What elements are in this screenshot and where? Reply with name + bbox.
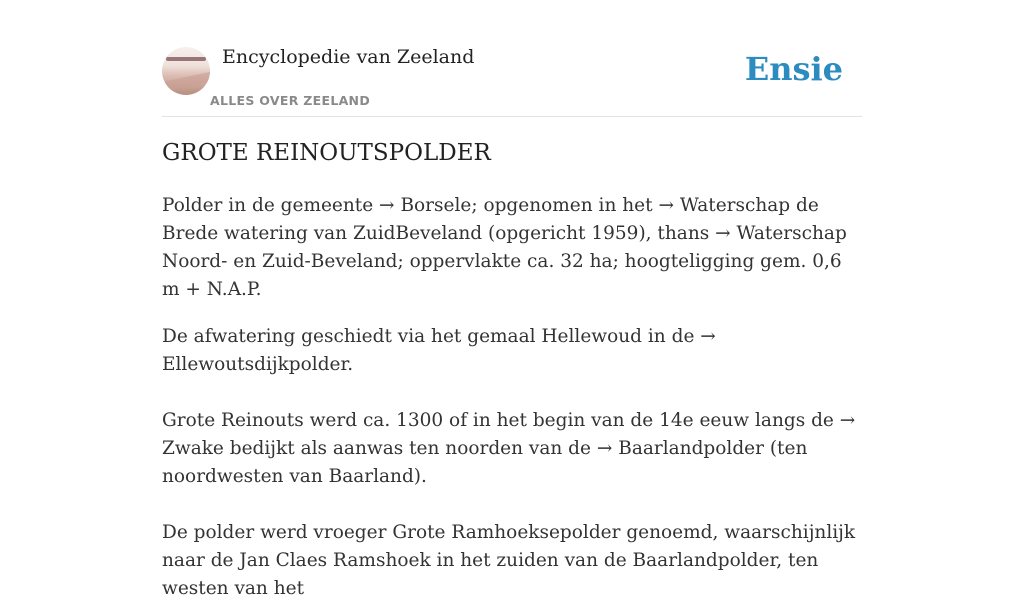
site-tagline: ALLES OVER ZEELAND bbox=[210, 93, 370, 108]
site-avatar[interactable] bbox=[162, 47, 210, 95]
page bbox=[162, 0, 862, 599]
article-title: GROTE REINOUTSPOLDER bbox=[162, 140, 491, 166]
article-body bbox=[162, 192, 862, 603]
ensie-logo-link[interactable]: Ensie bbox=[744, 50, 843, 88]
article-paragraph: De afwatering geschiedt via het gemaal Hellewoud in de → Ellewoutsdijkpolder. bbox=[162, 326, 716, 375]
article-paragraph: Grote Reinouts werd ca. 1300 of in het begin van de 14e eeuw langs de → Zwake bedijkt als aanwas ten noorden van de → Baarlandpolder (ten noordwesten van Baarland). bbox=[162, 410, 856, 487]
site-title[interactable]: Encyclopedie van Zeeland bbox=[222, 46, 475, 68]
site-header bbox=[162, 0, 862, 117]
article-paragraph: Polder in de gemeente → Borsele; opgenomen in het → Waterschap de Brede watering van ZuidBeveland (opgericht 1959), thans → Waterschap Noord- en Zuid-Beveland; oppervlakte ca. 32 ha; hoogteligging gem. 0,6 m + N.A.P. bbox=[162, 195, 847, 300]
article-paragraph: De polder werd vroeger Grote Ramhoeksepolder genoemd, waarschijnlijk naar de Jan Claes Ramshoek in het zuiden van de Baarlandpolder, ten westen van het bbox=[162, 522, 856, 599]
